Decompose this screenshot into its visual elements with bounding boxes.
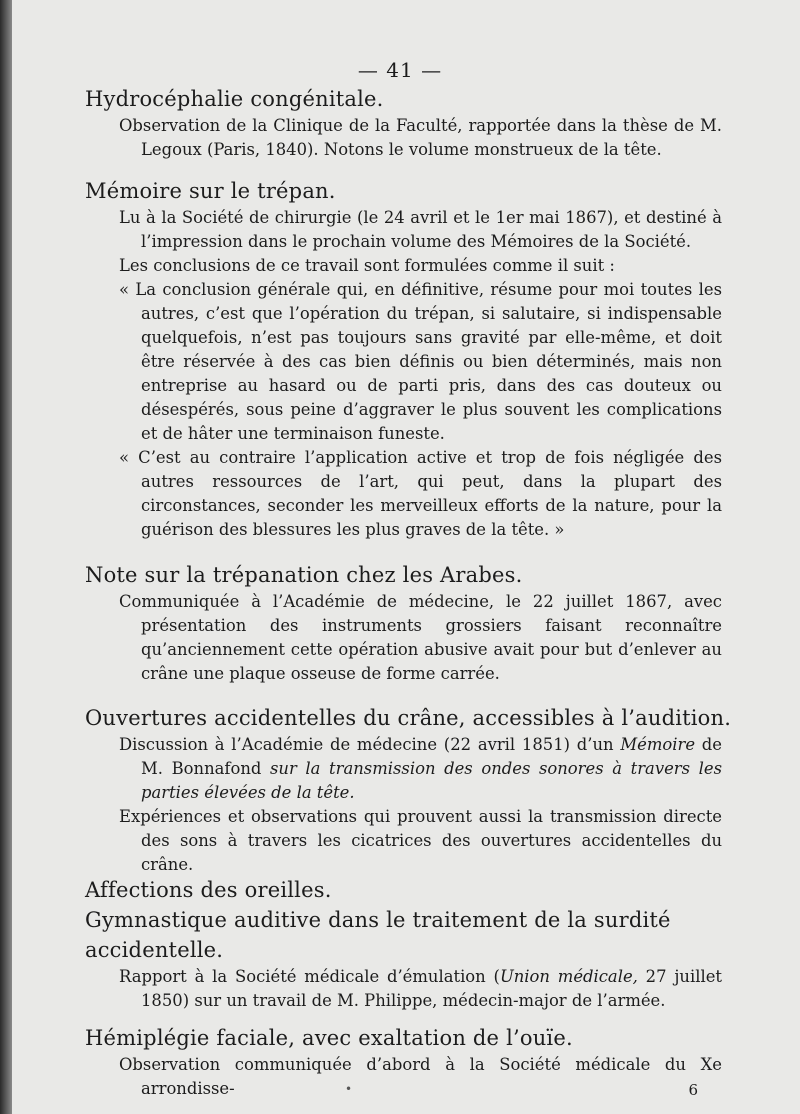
signature-mark: 6 — [688, 1081, 698, 1099]
section-hemiplegie-faciale — [0, 1023, 800, 1101]
text-run: Rapport à la Société médicale d’émulation ( — [119, 967, 500, 986]
section-title: Mémoire sur le trépan. — [85, 179, 336, 203]
paragraph — [0, 733, 800, 805]
italic-subtitle: sur la transmission des ondes sonores à travers les parties élevées de la tête. — [141, 759, 722, 802]
paragraph: Expériences et observations qui prouvent aussi la transmission directe des sons à travers les cicatrices des ouvertures accidentelles du crâne. — [119, 807, 722, 874]
italic-title: Mémoire — [620, 735, 696, 754]
quote-paragraph: « La conclusion générale qui, en définitive, résume pour moi toutes les autres, c’est que l’opération du trépan, si salutaire, si indispensable quelquefois, n’est pas toujours sans gravité par elle-même, et doit être réservée à des cas bien définis ou bien déterminés, mais non entreprise au hasard ou de parti pris, dans des cas douteux ou désespérés, sous peine d’aggraver le plus souvent les complications et de hâter une terminaison funeste. — [119, 280, 722, 443]
paragraph — [0, 965, 800, 1013]
section-title: Hémiplégie faciale, avec exaltation de l’ouïe. — [85, 1026, 573, 1050]
section-gymnastique-auditive — [0, 905, 800, 1013]
text-run: Discussion à l’Académie de médecine (22 avril 1851) d’un — [119, 735, 621, 754]
text-run: de M. Bonnafond — [141, 735, 722, 778]
text-run: 27 juillet 1850) sur un travail de M. Philippe, médecin-major de l’armée. — [141, 967, 722, 1010]
page-number: — 41 — — [357, 58, 443, 82]
paragraph: Les conclusions de ce travail sont formulées comme il suit : — [119, 256, 615, 275]
paragraph: Communiquée à l’Académie de médecine, le 22 juillet 1867, avec présentation des instruments grossiers faisant reconnaître qu’anciennement cette opération abusive avait pour but d’enlever au crâne une plaque osseuse de forme carrée. — [119, 592, 722, 683]
section-hydrocephalie — [0, 84, 800, 162]
section-title: Affections des oreilles. — [85, 878, 332, 902]
paragraph: Observation de la Clinique de la Faculté, rapportée dans la thèse de M. Legoux (Paris, 1840). Notons le volume monstrueux de la tête. — [119, 116, 722, 159]
section-trepanation-arabes — [0, 560, 800, 686]
section-ouvertures-crane — [0, 703, 800, 877]
section-title: Note sur la trépanation chez les Arabes. — [85, 563, 523, 587]
paragraph: Observation communiquée d’abord à la Société médicale du Xe arrondisse- — [119, 1055, 722, 1098]
section-memoire-trepan — [0, 176, 800, 542]
italic-journal: Union médicale, — [499, 967, 638, 986]
section-affections-oreilles — [0, 875, 800, 905]
paragraph: Lu à la Société de chirurgie (le 24 avril et le 1er mai 1867), et destiné à l’impression dans le prochain volume des Mémoires de la Société. — [119, 208, 722, 251]
section-title: Gymnastique auditive dans le traitement de la surdité accidentelle. — [85, 908, 671, 962]
section-title: Hydrocéphalie congénitale. — [85, 87, 384, 111]
quote-paragraph: « C’est au contraire l’application active et trop de fois négligée des autres ressources de l’art, qui peut, dans la plupart des circonstances, seconder les merveilleux efforts de la nature, pour la guérison des blessures les plus graves de la tête. » — [119, 448, 722, 539]
section-title: Ouvertures accidentelles du crâne, accessibles à l’audition. — [85, 706, 732, 730]
speck-mark: • — [345, 1082, 353, 1096]
